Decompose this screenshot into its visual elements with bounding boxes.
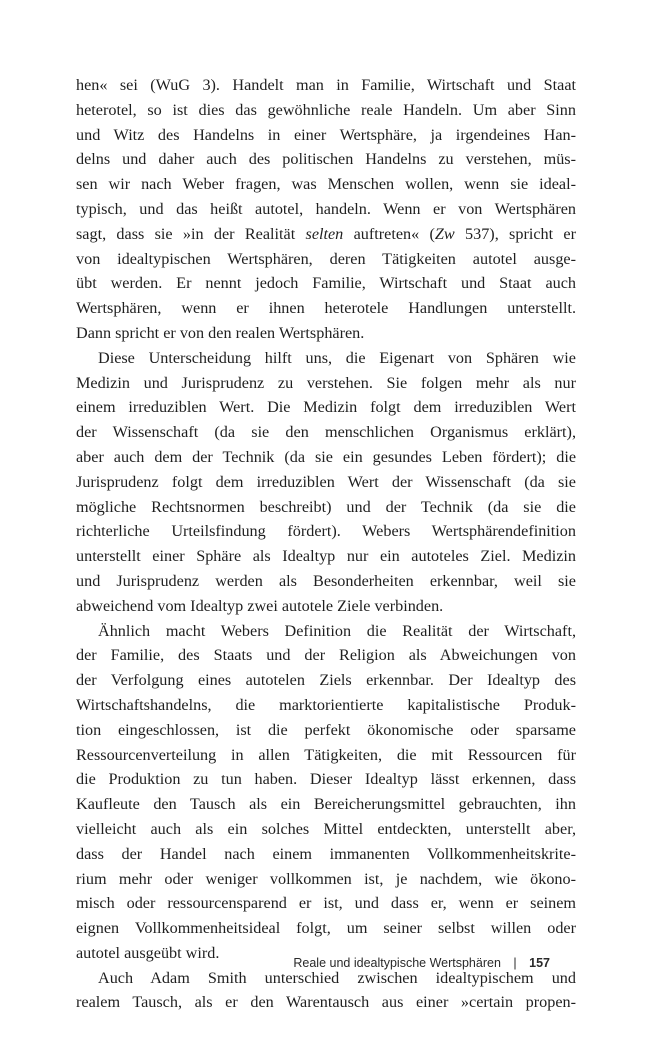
text-line: Kaufleute den Tausch als ein Bereicherungsmittel gebrauchten, ihn	[76, 795, 576, 814]
running-head: Reale und idealtypische Wertsphären	[293, 956, 501, 970]
text-line: sen wir nach Weber fragen, was Menschen wollen, wenn sie ideal-	[76, 175, 576, 194]
text-line: der Wissenschaft (da sie den menschlichen Organismus erklärt),	[76, 423, 576, 442]
text-line: hen« sei (WuG 3). Handelt man in Familie, Wirtschaft und Staat	[76, 76, 576, 94]
text-line: Wertsphären, wenn er ihnen heterotele Handlungen unterstellt.	[76, 299, 576, 318]
text-line: misch oder ressourcensparend er ist, und dass er, wenn er seinem	[76, 894, 576, 913]
text-line: vielleicht auch als ein solches Mittel entdeckten, unterstellt aber,	[76, 819, 576, 838]
text-line: Dann spricht er von den realen Wertsphären.	[76, 323, 365, 342]
text-line: rium mehr oder weniger vollkommen ist, je nachdem, wie ökono-	[76, 869, 576, 888]
text-line: übt werden. Er nennt jedoch Familie, Wirtschaft und Staat auch	[76, 274, 576, 293]
footer-separator: |	[513, 956, 517, 970]
page-footer	[293, 956, 550, 970]
text-line: Ressourcenverteilung in allen Tätigkeiten, die mit Ressourcen für	[76, 745, 576, 764]
body-text	[76, 73, 576, 1015]
text-line: tion eingeschlossen, ist die perfekt ökonomische oder sparsame	[76, 720, 576, 739]
text-line: unterstellt einer Sphäre als Idealtyp nur ein autoteles Ziel. Medizin	[76, 547, 576, 566]
text-line: und Witz des Handelns in einer Wertsphäre, ja irgendeines Han-	[76, 125, 576, 144]
text-line: die Produktion zu tun haben. Dieser Idealtyp lässt erkennen, dass	[76, 770, 576, 789]
text-line: realem Tausch, als er den Warentausch aus einer »certain propen-	[76, 993, 576, 1012]
text-line: richterliche Urteilsfindung fördert). Webers Wertsphärendefinition	[76, 522, 576, 541]
text-line: Diese Unterscheidung hilft uns, die Eigenart von Sphären wie	[98, 348, 576, 367]
text-line: delns und daher auch des politischen Handelns zu verstehen, müs-	[76, 150, 576, 169]
text-line: Ähnlich macht Webers Definition die Realität der Wirtschaft,	[98, 621, 576, 640]
text-line: dass der Handel nach einem immanenten Vollkommenheitskrite-	[76, 844, 576, 863]
text-line: Auch Adam Smith unterschied zwischen idealtypischem und	[98, 968, 576, 987]
text-line: eignen Vollkommenheitsideal folgt, um seiner selbst willen oder	[76, 919, 576, 938]
text-line: abweichend vom Idealtyp zwei autotele Ziele verbinden.	[76, 596, 444, 615]
text-line: typisch, und das heißt autotel, handeln. Wenn er von Wertsphären	[76, 199, 576, 218]
text-line: Wirtschaftshandelns, die marktorientierte kapitalistische Produk-	[76, 695, 576, 714]
text-line: mögliche Rechtsnormen beschreibt) und der Technik (da sie die	[76, 497, 576, 516]
text-line: der Familie, des Staats und der Religion als Abweichungen von	[76, 646, 576, 665]
text-line: aber auch dem der Technik (da sie ein gesundes Leben fördert); die	[76, 447, 576, 466]
page-number: 157	[529, 956, 550, 970]
text-line: und Jurisprudenz werden als Besonderheiten erkennbar, weil sie	[76, 571, 576, 590]
text-line: einem irreduziblen Wert. Die Medizin folgt dem irreduziblen Wert	[76, 398, 576, 417]
text-line: Jurisprudenz folgt dem irreduziblen Wert der Wissenschaft (da sie	[76, 472, 576, 491]
text-line: sagt, dass sie »in der Realität selten auftreten« (Zw 537), spricht er	[76, 224, 576, 243]
text-line: von idealtypischen Wertsphären, deren Tätigkeiten autotel ausge-	[76, 249, 576, 268]
text-line: der Verfolgung eines autotelen Ziels erkennbar. Der Idealtyp des	[76, 671, 576, 690]
text-line: Medizin und Jurisprudenz zu verstehen. Sie folgen mehr als nur	[76, 373, 576, 392]
text-line: autotel ausgeübt wird.	[76, 943, 220, 962]
text-line: heterotel, so ist dies das gewöhnliche reale Handeln. Um aber Sinn	[76, 100, 576, 119]
